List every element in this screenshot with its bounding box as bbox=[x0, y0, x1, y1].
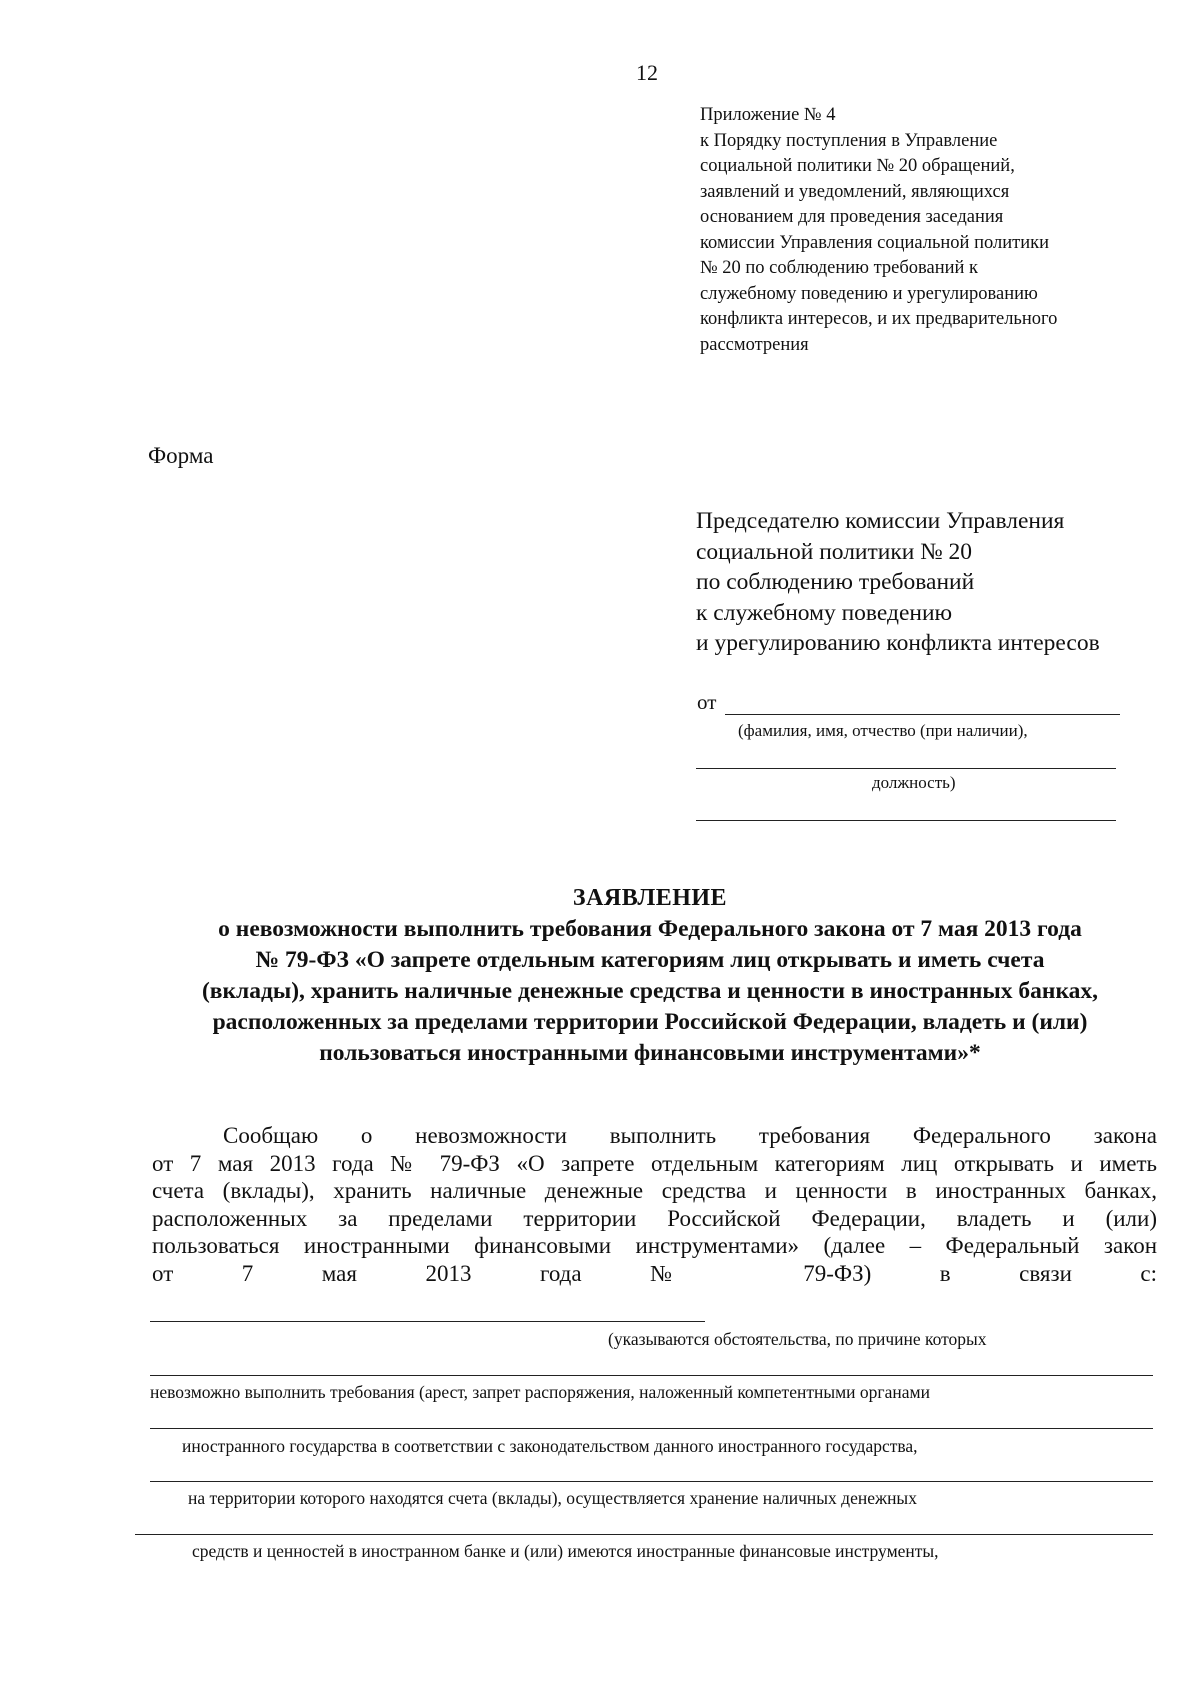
addressee-line: Председателю комиссии Управления bbox=[696, 508, 1065, 534]
appendix-line: основанием для проведения заседания bbox=[700, 207, 1004, 227]
title-line: № 79-ФЗ «О запрете отдельным категориям лиц открывать и иметь счета bbox=[255, 947, 1045, 973]
sender-name-line-2[interactable] bbox=[696, 768, 1116, 769]
sender-name-line[interactable] bbox=[725, 714, 1120, 715]
circumstances-caption: на территории которого находятся счета (вклады), осуществляется хранение наличных денежных bbox=[188, 1488, 917, 1508]
appendix-line: рассмотрения bbox=[700, 334, 809, 355]
appendix-line: к Порядку поступления в Управление bbox=[700, 130, 998, 151]
body-paragraph bbox=[152, 1122, 1157, 1287]
title-line: (вклады), хранить наличные денежные средства и ценности в иностранных банках, bbox=[201, 978, 1099, 1004]
addressee-line: и урегулированию конфликта интересов bbox=[696, 630, 1100, 656]
appendix-line: служебному поведению и урегулированию bbox=[700, 283, 1038, 304]
title-line: о невозможности выполнить требования Федерального закона от 7 мая 2013 года bbox=[218, 916, 1082, 942]
document-title bbox=[130, 883, 1170, 1069]
circumstances-line-3[interactable] bbox=[150, 1428, 1153, 1429]
title-line: расположенных за пределами территории Российской Федерации, владеть и (или) bbox=[212, 1009, 1088, 1035]
addressee-block bbox=[696, 506, 1100, 659]
title-main: ЗАЯВЛЕНИЕ bbox=[572, 885, 728, 911]
appendix-line: Приложение № 4 bbox=[700, 105, 836, 125]
addressee-line: к служебному поведению bbox=[696, 599, 953, 626]
circumstances-caption: средств и ценностей в иностранном банке и (или) имеются иностранные финансовые инструменты, bbox=[192, 1541, 939, 1561]
circumstances-line-4[interactable] bbox=[150, 1481, 1153, 1482]
body-line: Сообщаю о невозможности выполнить требования Федерального закона bbox=[223, 1123, 1157, 1148]
body-line: счета (вклады), хранить наличные денежные средства и ценности в иностранных банках, bbox=[152, 1178, 1157, 1203]
circumstances-line-5[interactable] bbox=[135, 1534, 1153, 1535]
circumstances-caption: иностранного государства в соответствии с законодательством данного иностранного государства, bbox=[182, 1436, 918, 1456]
addressee-line: по соблюдению требований bbox=[696, 569, 975, 595]
body-line: от 7 мая 2013 года № 79-ФЗ) в связи с: bbox=[152, 1260, 1157, 1286]
circumstances-caption: (указываются обстоятельства, по причине которых bbox=[608, 1329, 987, 1349]
sender-position-caption: должность) bbox=[872, 773, 956, 792]
circumstances-line-1[interactable] bbox=[150, 1321, 705, 1322]
page-number: 12 bbox=[636, 60, 658, 85]
circumstances-line-2[interactable] bbox=[150, 1375, 1153, 1376]
addressee-line: социальной политики № 20 bbox=[696, 538, 973, 565]
appendix-line: конфликта интересов, и их предварительного bbox=[700, 309, 1058, 329]
title-line: пользоваться иностранными финансовыми инструментами»* bbox=[319, 1040, 981, 1066]
appendix-line: № 20 по соблюдению требований к bbox=[700, 258, 979, 278]
appendix-line: комиссии Управления социальной политики bbox=[700, 232, 1049, 253]
from-label: от bbox=[697, 690, 717, 714]
appendix-line: заявлений и уведомлений, являющихся bbox=[700, 181, 1010, 202]
appendix-header bbox=[700, 103, 1170, 358]
circumstances-caption: невозможно выполнить требования (арест, запрет распоряжения, наложенный компетентными органами bbox=[150, 1382, 930, 1402]
body-line: расположенных за пределами территории Российской Федерации, владеть и (или) bbox=[152, 1205, 1157, 1231]
body-line: пользоваться иностранными финансовыми инструментами» (далее – Федеральный закон bbox=[152, 1233, 1157, 1258]
form-label: Форма bbox=[148, 443, 214, 468]
body-line: от 7 мая 2013 года № 79-ФЗ «О запрете отдельным категориям лиц открывать и иметь bbox=[152, 1150, 1157, 1176]
sender-name-caption: (фамилия, имя, отчество (при наличии), bbox=[738, 721, 1028, 740]
sender-position-line[interactable] bbox=[696, 820, 1116, 821]
appendix-line: социальной политики № 20 обращений, bbox=[700, 156, 1015, 176]
